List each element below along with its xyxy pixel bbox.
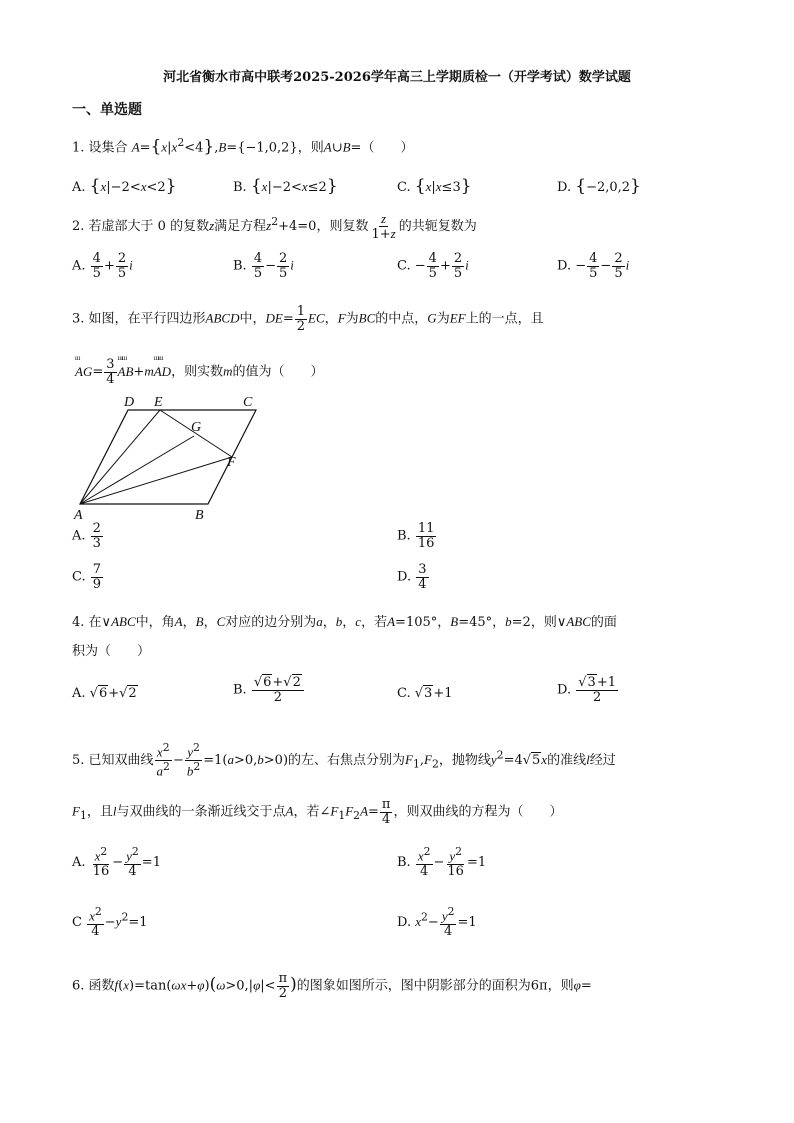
- question-3-stem: 3. 如图，在平行四边形ABCD中，DE= $\frac{1}{2}$ EC，F为BC的中点，G为EF上的一点，且: [72, 304, 544, 334]
- parallelogram-figure: [70, 392, 270, 522]
- label-e: E: [154, 395, 163, 410]
- section-heading: 一、单选题: [72, 102, 142, 118]
- segment-af: [80, 457, 232, 504]
- question-5-option-d: D. $x^2-$ $\frac{y^2}{4}$ =1: [397, 905, 477, 939]
- label-g: G: [191, 420, 202, 435]
- question-3-option-c: C. $\frac{7}{9}$: [72, 562, 102, 592]
- question-4-option-a: A. √6+√2: [72, 686, 137, 701]
- question-2-option-d: D. − $\frac{4}{5}$ − $\frac{2}{5}$ i: [557, 251, 630, 281]
- question-4-option-b: B. $\frac{√6+√2}{2}$: [233, 676, 305, 704]
- question-3-option-b: B. $\frac{11}{16}$: [397, 521, 435, 551]
- question-5-option-a: A. $\frac{x^2}{16}$ − $\frac{y^2}{4}$ =1: [72, 845, 161, 879]
- question-4-option-d: D. $\frac{√3+1}{2}$: [557, 675, 616, 705]
- question-3-option-d: D. $\frac{3}{4}$: [397, 562, 427, 592]
- question-5-option-b: B. $\frac{x^2}{4}$ − $\frac{y^2}{16}$ =1: [397, 845, 487, 879]
- label-f: F: [227, 455, 236, 470]
- question-5-option-c: C $\frac{x^2}{4}$ $-y^2=1$: [72, 905, 148, 939]
- label-b: B: [195, 508, 204, 522]
- segment-ae: [80, 410, 160, 504]
- question-6-stem: 6. 函数f(x)=tan(ωx+φ)(ω>0,|φ|< $\frac{\pi}{2}$ )的图象如图所示，图中阴影部分的面积为6π，则φ=: [72, 971, 592, 1001]
- label-a: A: [74, 508, 83, 522]
- question-2-option-b: B. $\frac{4}{5}$ − $\frac{2}{5}$ i: [233, 251, 294, 281]
- question-3-stem-line2: ш AG= $\frac{3}{4}$ шш AB+m шш AD，则实数m的值为（ ）: [75, 353, 324, 387]
- label-d: D: [124, 395, 135, 410]
- question-5-stem: 5. 已知双曲线 $\frac{x^2}{a^2}$ − $\frac{y^2}{b^2}$ =1(a>0,b>0)的左、右焦点分别为$F_1,F_2$，抛物线$y^2=4√5x$的准线l经过: [72, 741, 616, 779]
- question-1-option-b: B. {x|−2<x≤2}: [233, 176, 338, 196]
- question-1-stem: 1. 设集合 $A=\{x|x^2<4\},B=\{-1,0,2\}$，则A∪B=（ ）: [72, 136, 414, 157]
- question-2-option-a: A. $\frac{4}{5}$ + $\frac{2}{5}$ i: [72, 251, 133, 281]
- exam-title: 河北省衡水市高中联考2025-2026学年高三上学期质检一（开学考试）数学试题: [163, 70, 631, 85]
- question-4-stem: 4. 在∨ABC中，角A，B，C对应的边分别为a，b，c，若A=105°，B=45°，b=2，则∨ABC的面: [72, 614, 617, 630]
- question-3-option-a: A. $\frac{2}{3}$: [72, 521, 101, 551]
- question-4-stem-line2: 积为（ ）: [72, 644, 151, 659]
- question-4-option-c: C. √3+1: [397, 686, 453, 701]
- question-5-stem-line2: $F_1$，且l与双曲线的一条渐近线交于点A，若$\angle F_1F_2A=$ $\frac{\pi}{4}$ ，则双曲线的方程为（ ）: [72, 797, 563, 827]
- question-1-option-a: A. {x|−2<x<2}: [72, 176, 177, 196]
- question-2-option-c: C. − $\frac{4}{5}$ + $\frac{2}{5}$ i: [397, 251, 469, 281]
- question-1-option-d: D. {−2,0,2}: [557, 176, 641, 196]
- question-2-stem: 2. 若虚部大于 0 的复数z满足方程$z^2+4=0$，则复数 $\frac{z}{1+z}$ 的共轭复数为: [72, 211, 477, 242]
- question-1-option-c: C. {x|x≤3}: [397, 176, 472, 196]
- label-c: C: [243, 395, 253, 410]
